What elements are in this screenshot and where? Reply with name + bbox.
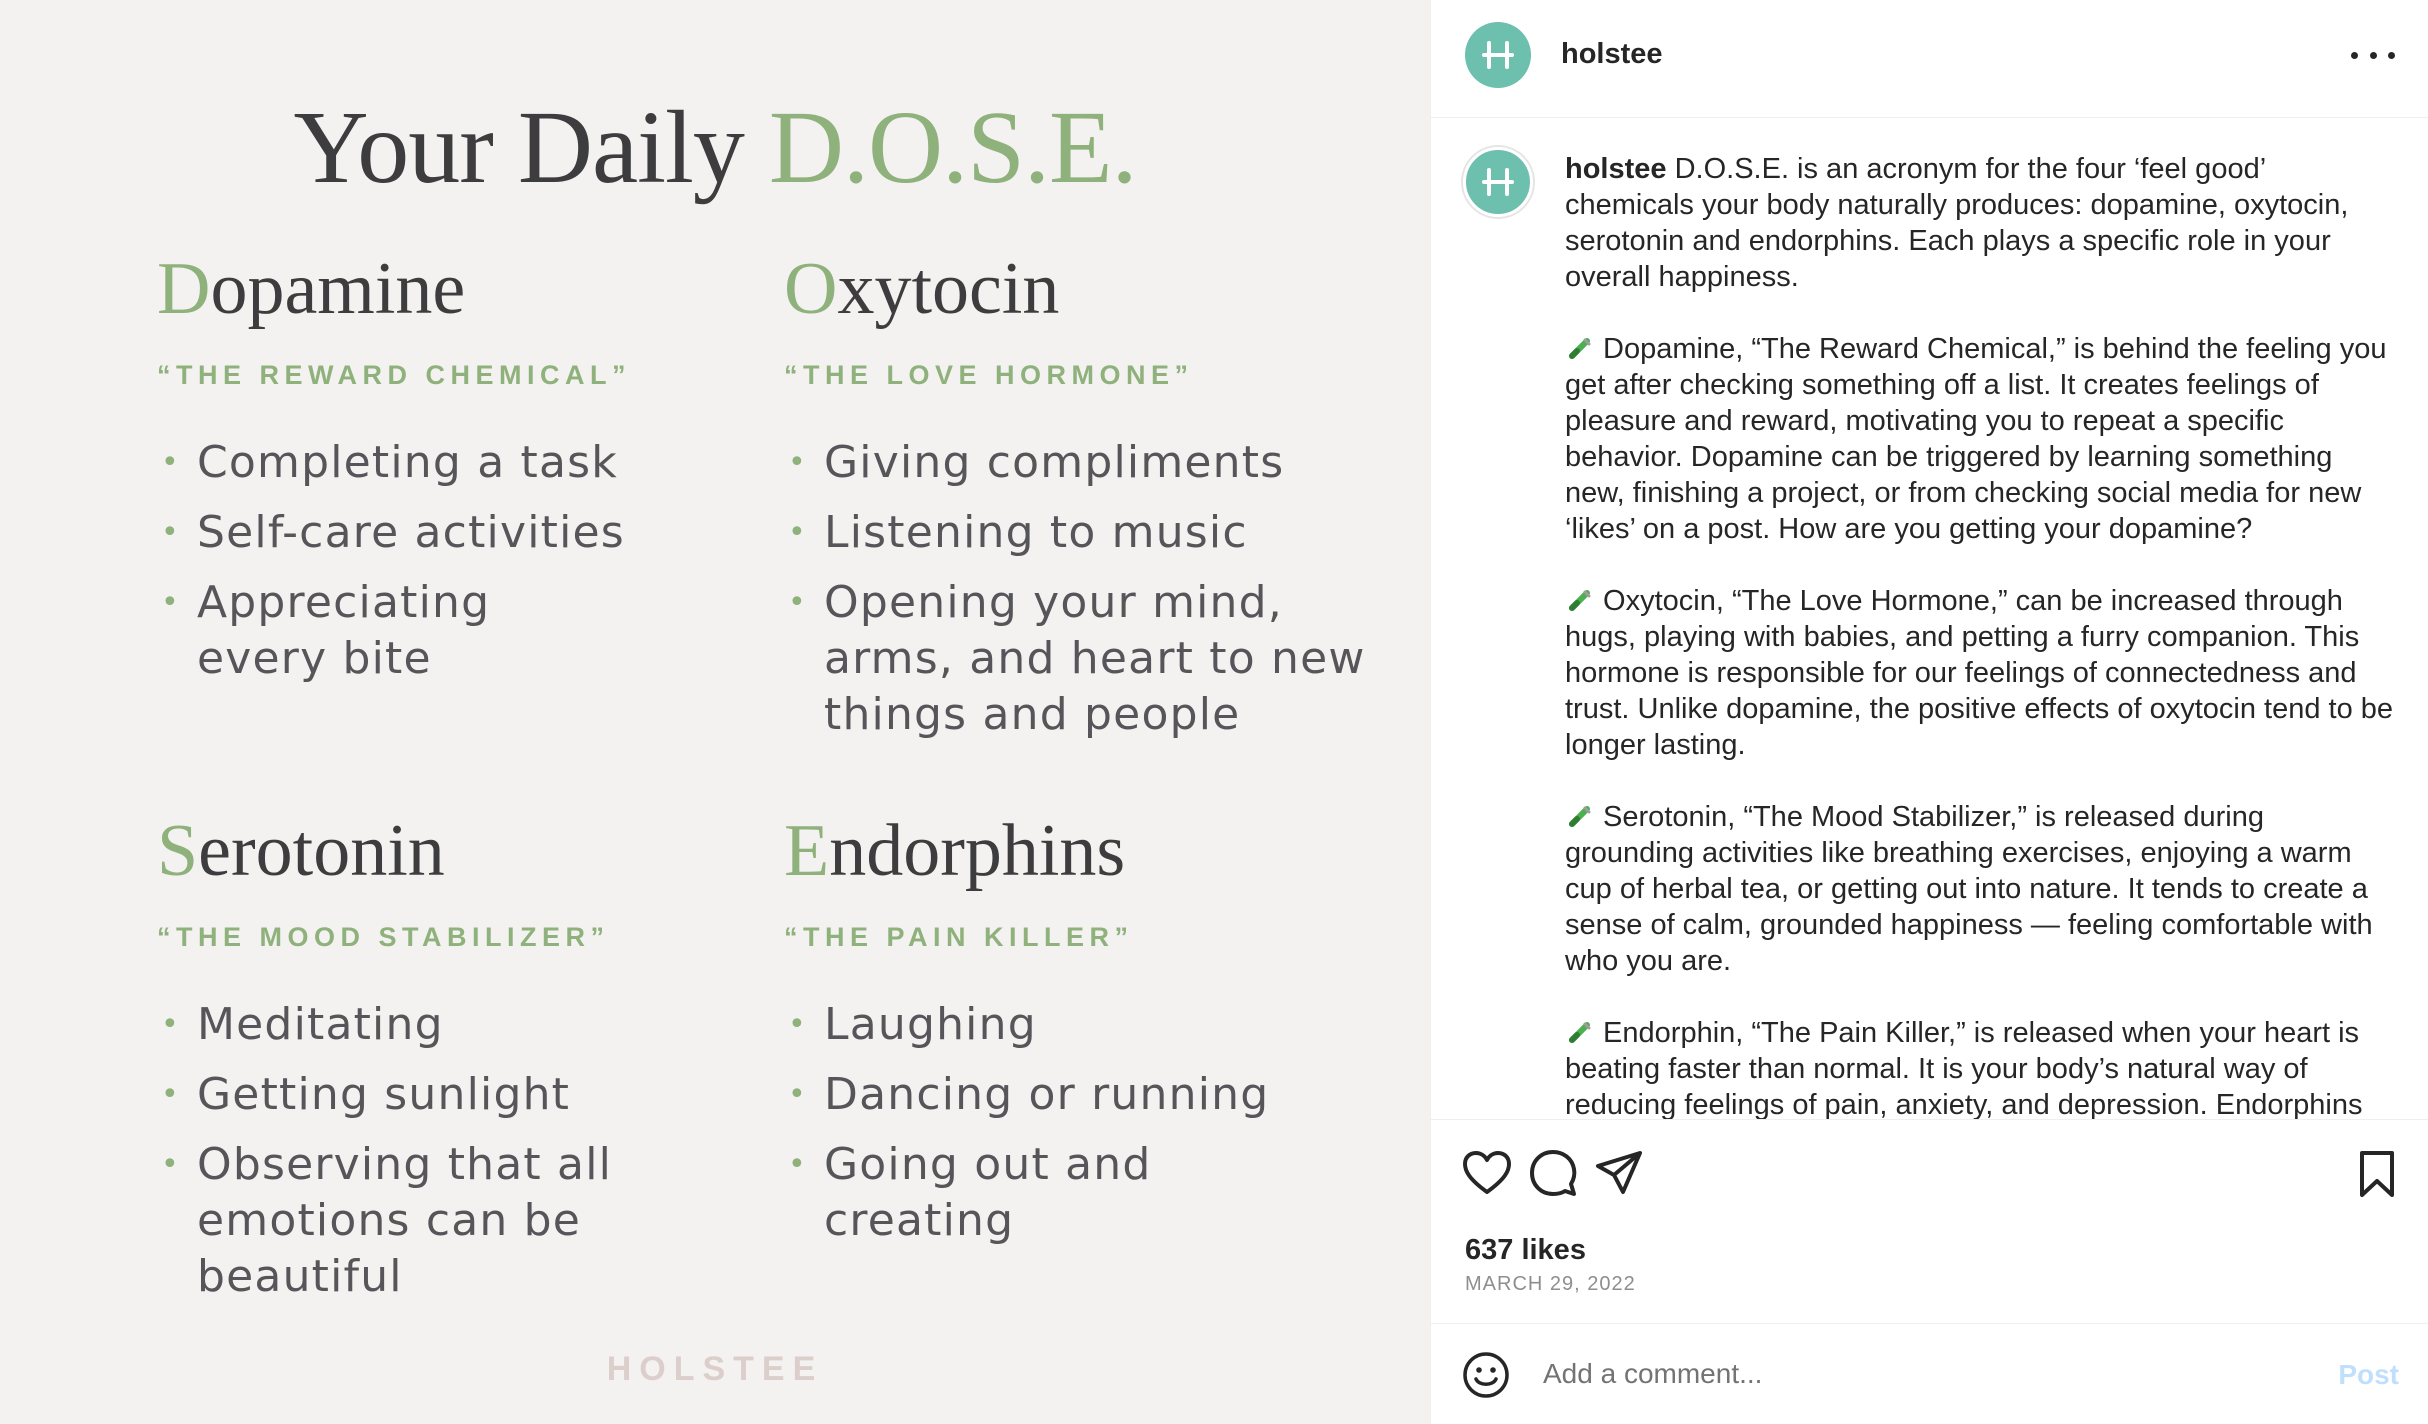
header-username[interactable]: holstee: [1561, 38, 1663, 70]
holstee-logo-icon[interactable]: [1465, 22, 1531, 88]
more-options-icon[interactable]: [2351, 40, 2395, 70]
section-endorphins: [784, 810, 1270, 1263]
post-date[interactable]: MARCH 29, 2022: [1465, 1273, 1636, 1295]
section-list: [157, 997, 612, 1305]
more-dot: [2388, 52, 2395, 59]
brand-watermark: HOLSTEE: [606, 1350, 824, 1388]
test-tube-icon: [1565, 338, 1595, 360]
list-item: • Giving compliments: [788, 437, 1285, 488]
section-dopamine: [157, 248, 631, 701]
section-oxytocin: [784, 248, 1366, 757]
post-side-panel: [1430, 0, 2428, 1424]
list-item: • Going out and creating: [788, 1139, 1152, 1246]
caption-paragraph: Dopamine, “The Reward Chemical,” is behind the feeling you get after checking something off a list. It creates feelings of pleasure and reward, motivating you to repeat a specific behavior. Dopamine can be triggered by learning something new, finishing a project, or from checking social media for new ‘likes’ on a post. How are you getting your dopamine?: [1565, 333, 2387, 545]
section-subtitle: “THE LOVE HORMONE”: [784, 360, 1194, 390]
more-dot: [2370, 52, 2377, 59]
caption-username[interactable]: holstee: [1565, 153, 1667, 185]
holstee-logo-icon[interactable]: [1463, 147, 1533, 217]
caption-paragraph: Endorphin, “The Pain Killer,” is released when your heart is beating faster than normal. It is your body’s natural way of reducing feelings of pain, anxiety, and depression. Endorphins: [1565, 1017, 2363, 1119]
section-title: Serotonin: [157, 810, 445, 892]
section-subtitle: “THE MOOD STABILIZER”: [157, 922, 610, 952]
section-title: Dopamine: [157, 248, 466, 330]
emoji-icon[interactable]: [1461, 1350, 1511, 1400]
test-tube-icon: [1565, 590, 1595, 612]
list-item: • Completing a task: [161, 437, 618, 488]
list-item: • Observing that all emotions can be beautiful: [161, 1139, 613, 1302]
list-item: • Appreciating every bite: [161, 577, 491, 684]
section-list: [784, 997, 1269, 1249]
share-icon[interactable]: [1593, 1148, 1645, 1200]
section-subtitle: “THE PAIN KILLER”: [784, 922, 1134, 952]
holstee-logo-glyph: [1478, 35, 1518, 75]
section-title: Endorphins: [784, 810, 1126, 892]
post-comment-button[interactable]: Post: [2338, 1359, 2399, 1390]
caption-text: [1565, 151, 2395, 1119]
comment-icon[interactable]: [1527, 1148, 1579, 1200]
comment-bar: [1431, 1323, 2428, 1424]
caption-area[interactable]: [1431, 119, 2428, 1119]
bookmark-icon[interactable]: [2351, 1148, 2403, 1200]
holstee-logo-glyph: [1478, 162, 1518, 202]
section-list: [157, 435, 631, 687]
caption-intro: holstee D.O.S.E. is an acronym for the four ‘feel good’ chemicals your body naturally produces: dopamine, oxytocin, serotonin and endorphins. Each plays a specific role in your overall happiness.: [1565, 153, 2349, 293]
list-item: • Opening your mind, arms, and heart to new things and people: [788, 577, 1366, 740]
list-item: • Dancing or running: [788, 1069, 1270, 1120]
action-bar: [1431, 1119, 2428, 1203]
section-title: Oxytocin: [784, 248, 1060, 330]
section-list: [784, 435, 1366, 743]
heart-icon[interactable]: [1461, 1148, 1513, 1200]
list-item: • Self-care activities: [161, 507, 625, 558]
section-serotonin: [157, 810, 613, 1319]
likes-count[interactable]: 637 likes: [1465, 1234, 1586, 1266]
list-item: • Listening to music: [788, 507, 1248, 558]
more-dot: [2351, 52, 2358, 59]
section-subtitle: “THE REWARD CHEMICAL”: [157, 360, 631, 390]
image-title: Your Daily D.O.S.E.: [293, 90, 1137, 205]
caption-paragraph: Serotonin, “The Mood Stabilizer,” is released during grounding activities like breathing exercises, enjoying a warm cup of herbal tea, or getting out into nature. It tends to create a sense of calm, grounded happiness — feeling comfortable with who you are.: [1565, 801, 2373, 977]
list-item: • Laughing: [788, 999, 1037, 1050]
test-tube-icon: [1565, 806, 1595, 828]
comment-input[interactable]: [1543, 1346, 2263, 1402]
test-tube-icon: [1565, 1022, 1595, 1044]
list-item: • Getting sunlight: [161, 1069, 571, 1120]
list-item: • Meditating: [161, 999, 444, 1050]
post-header: [1431, 0, 2428, 118]
caption-paragraph: Oxytocin, “The Love Hormone,” can be increased through hugs, playing with babies, and petting a furry companion. This hormone is responsible for our feelings of connectedness and trust. Unlike dopamine, the positive effects of oxytocin tend to be longer lasting.: [1565, 585, 2394, 761]
